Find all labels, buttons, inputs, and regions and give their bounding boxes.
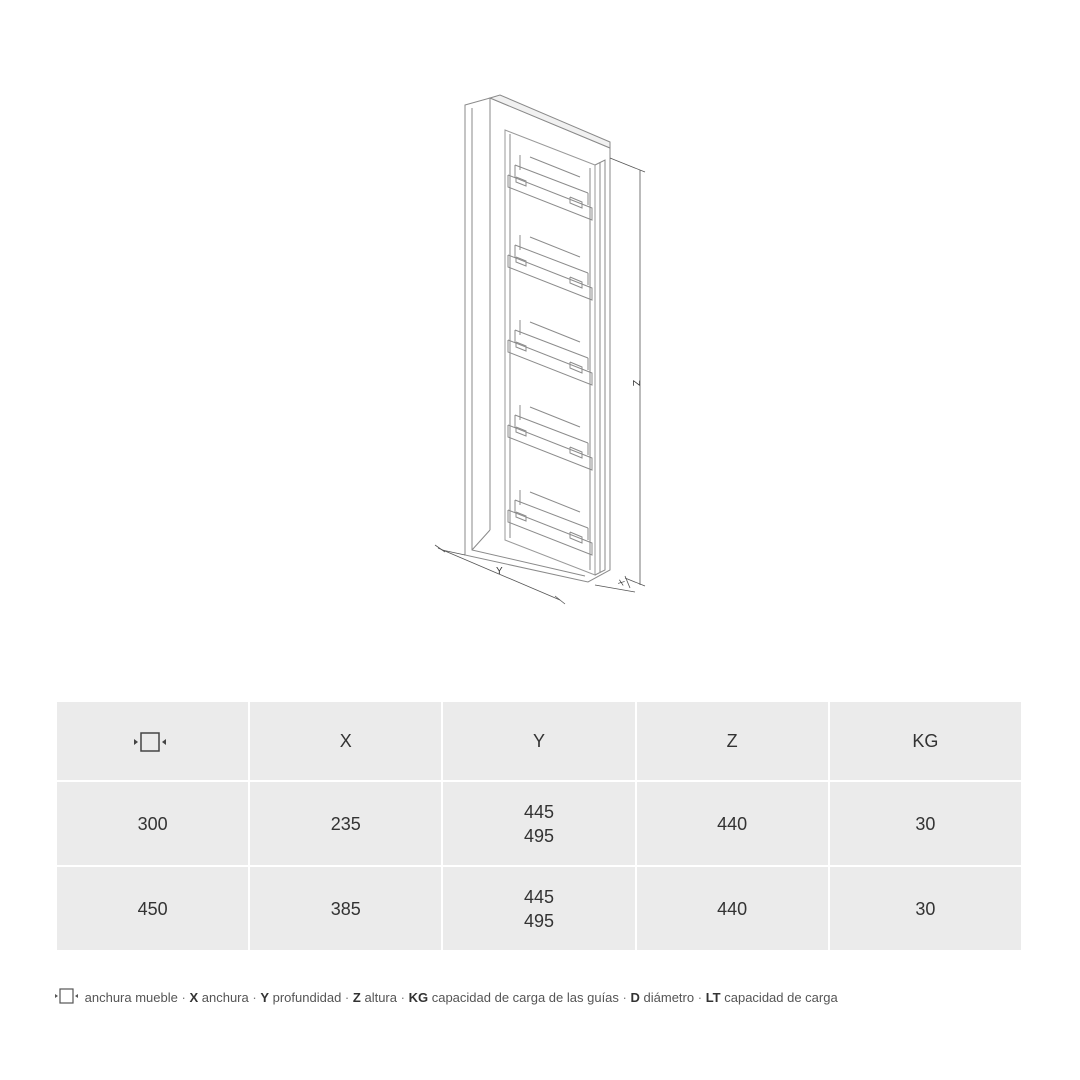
legend-key-z: Z	[352, 990, 361, 1005]
cell-x: 235	[250, 782, 441, 865]
legend-key-d: D	[630, 990, 640, 1005]
legend-separator: ·	[400, 990, 405, 1005]
legend-key-y: Y	[260, 990, 269, 1005]
legend-key-x: X	[189, 990, 199, 1005]
basket-shelf	[508, 155, 592, 220]
legend-text-d: diámetro	[643, 990, 695, 1005]
legend-text-x: anchura	[201, 990, 249, 1005]
cell-y-value: 445	[523, 886, 554, 907]
cell-x: 385	[250, 867, 441, 950]
cell-kg: 30	[830, 867, 1021, 950]
basket-shelf	[508, 235, 592, 300]
product-technical-drawing	[420, 90, 660, 610]
cabinet-width-icon	[55, 988, 81, 1004]
legend-text-lt: capacidad de carga	[724, 990, 838, 1005]
header-z: Z	[637, 702, 828, 780]
table-header-row	[57, 702, 1021, 780]
legend-separator: ·	[344, 990, 350, 1005]
cell-z: 440	[637, 867, 828, 950]
basket-shelf	[508, 320, 592, 385]
legend-text-y: profundidad	[272, 990, 342, 1005]
legend-separator: ·	[697, 990, 703, 1005]
cell-y	[443, 782, 634, 865]
header-x: X	[250, 702, 441, 780]
basket-shelf	[508, 490, 592, 555]
cabinet-width-icon	[134, 731, 172, 753]
cell-y	[443, 867, 634, 950]
y-dimension-label: Y	[496, 566, 503, 577]
legend-text-kg: capacidad de carga de las guías	[431, 990, 619, 1005]
cell-kg: 30	[830, 782, 1021, 865]
header-y: Y	[443, 702, 634, 780]
legend-separator: ·	[622, 990, 627, 1005]
cell-y-value: 495	[523, 910, 554, 931]
legend-separator: ·	[181, 990, 186, 1005]
legend-separator: ·	[252, 990, 257, 1005]
table-row	[57, 867, 1021, 950]
table-row	[57, 782, 1021, 865]
x-dimension-label: X	[616, 578, 627, 587]
specifications-table	[55, 700, 1023, 952]
baskets	[508, 155, 592, 555]
dimension-legend	[55, 988, 1055, 1005]
cell-y-value: 495	[523, 825, 554, 846]
cell-y-value: 445	[523, 801, 554, 822]
cell-z: 440	[637, 782, 828, 865]
cell-width: 300	[57, 782, 248, 865]
header-kg: KG	[830, 702, 1021, 780]
legend-text-z: altura	[364, 990, 397, 1005]
basket-shelf	[508, 405, 592, 470]
legend-text-width: anchura mueble	[84, 990, 178, 1005]
cabinet-frame	[465, 98, 610, 582]
legend-key-lt: LT	[705, 990, 721, 1005]
header-cabinet-width	[57, 702, 248, 780]
legend-key-kg: KG	[408, 990, 429, 1005]
pullout-frame	[505, 130, 595, 575]
z-dimension-label: Z	[630, 380, 641, 387]
cell-width: 450	[57, 867, 248, 950]
